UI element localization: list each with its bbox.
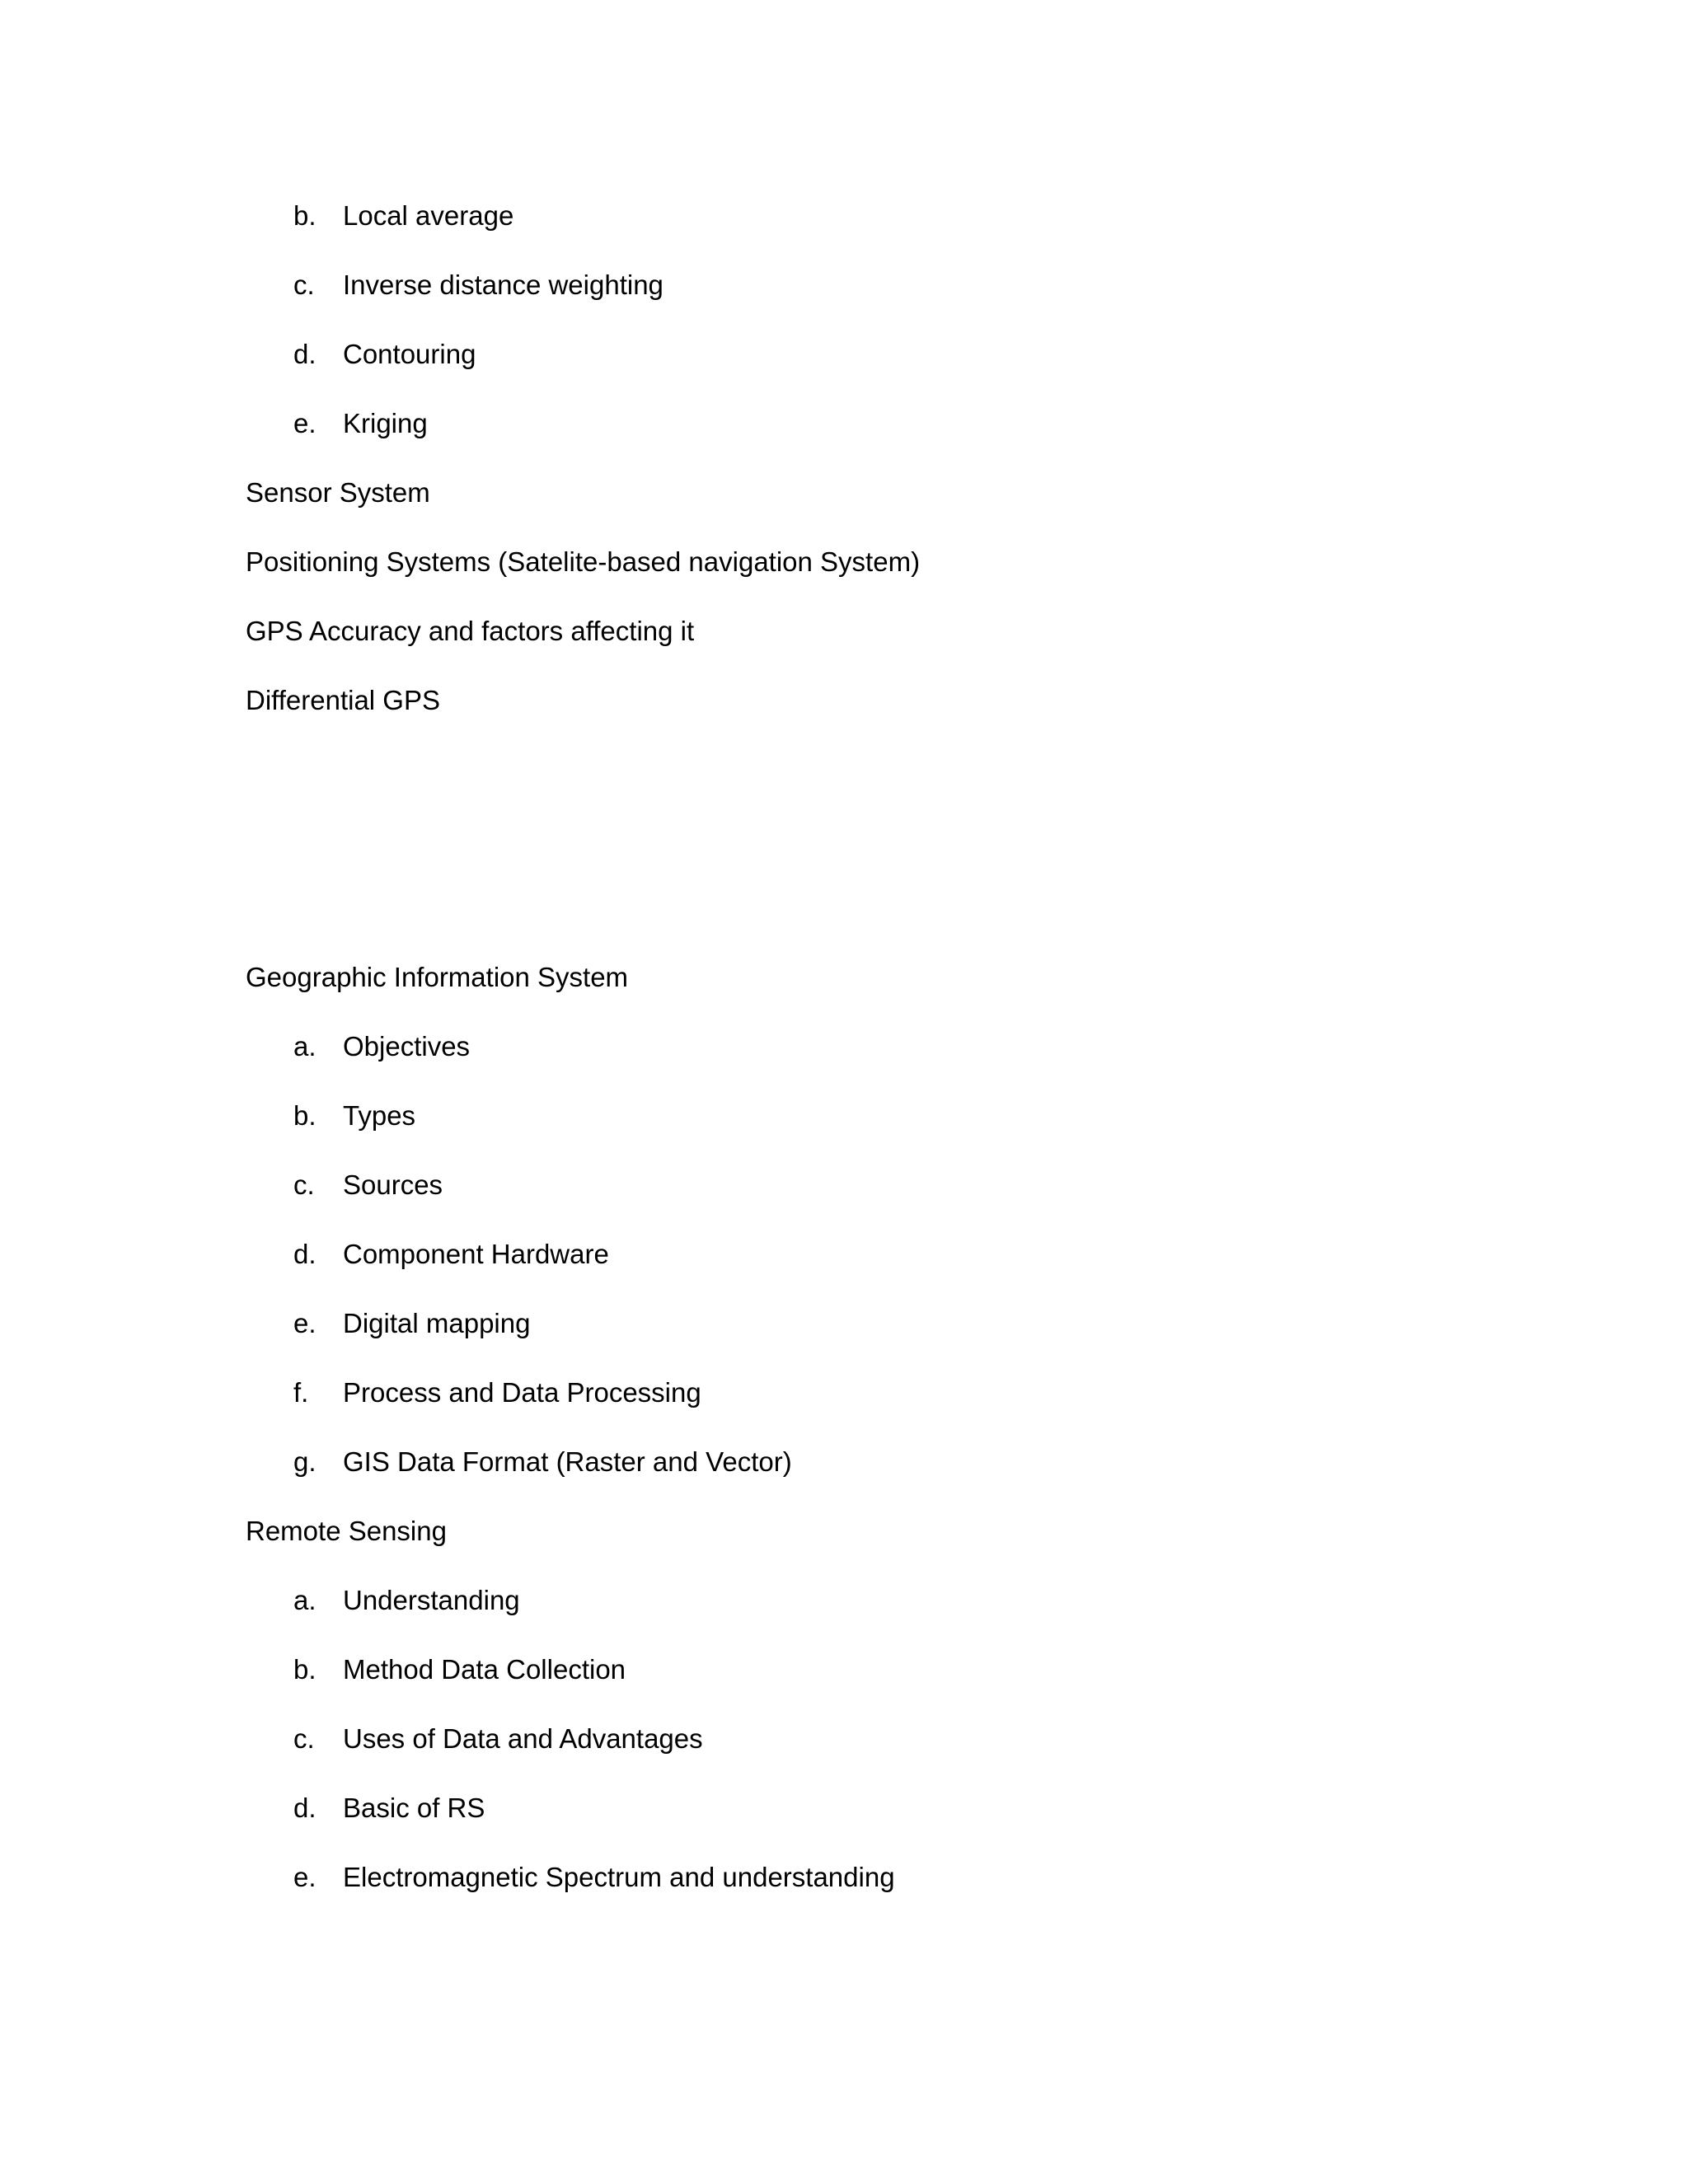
- list-marker: d.: [293, 1793, 316, 1823]
- heading-gps-accuracy: GPS Accuracy and factors affecting it: [246, 616, 695, 646]
- list-item-text: Component Hardware: [343, 1239, 609, 1269]
- heading-gis: Geographic Information System: [246, 962, 629, 992]
- list-item-text: Sources: [343, 1169, 443, 1200]
- list-item: [0, 1861, 1688, 1894]
- list-item: [0, 1169, 1688, 1202]
- heading-differential-gps: Differential GPS: [246, 685, 440, 715]
- list-item: [0, 1376, 1688, 1409]
- list-item: [0, 407, 1688, 440]
- list-item-text: Objectives: [343, 1031, 471, 1062]
- list-item: [0, 1446, 1688, 1479]
- heading-sensor-system: Sensor System: [246, 477, 430, 508]
- list-marker: a.: [293, 1585, 316, 1615]
- list-item-text: Contouring: [343, 339, 476, 369]
- list-marker: d.: [293, 339, 316, 369]
- list-marker: c.: [293, 269, 315, 300]
- list-item: [0, 1030, 1688, 1063]
- list-marker: e.: [293, 1308, 316, 1338]
- list-item: [0, 1099, 1688, 1132]
- list-item: [0, 1722, 1688, 1755]
- list-marker: f.: [293, 1377, 309, 1408]
- list-item-text: Digital mapping: [343, 1308, 531, 1338]
- list-marker: e.: [293, 1862, 316, 1892]
- heading-positioning-systems: Positioning Systems (Satelite-based navigation System): [246, 546, 921, 577]
- list-marker: c.: [293, 1169, 315, 1200]
- list-marker: e.: [293, 408, 316, 438]
- list-item: [0, 1584, 1688, 1617]
- list-marker: b.: [293, 1654, 316, 1685]
- heading-remote-sensing: Remote Sensing: [246, 1516, 447, 1546]
- list-marker: d.: [293, 1239, 316, 1269]
- list-item: [0, 338, 1688, 371]
- list-item: [0, 269, 1688, 302]
- list-item-text: Local average: [343, 200, 514, 231]
- list-item: [0, 1792, 1688, 1825]
- list-marker: a.: [293, 1031, 316, 1062]
- list-marker: g.: [293, 1446, 316, 1477]
- list-item: [0, 199, 1688, 232]
- list-item-text: Understanding: [343, 1585, 520, 1615]
- list-item-text: GIS Data Format (Raster and Vector): [343, 1446, 792, 1477]
- list-item-text: Electromagnetic Spectrum and understanding: [343, 1862, 895, 1892]
- list-item: [0, 1307, 1688, 1340]
- list-marker: c.: [293, 1723, 315, 1754]
- list-marker: b.: [293, 1100, 316, 1131]
- list-item: [0, 1238, 1688, 1271]
- list-item-text: Method Data Collection: [343, 1654, 626, 1685]
- list-item-text: Types: [343, 1100, 416, 1131]
- list-item-text: Uses of Data and Advantages: [343, 1723, 703, 1754]
- list-marker: b.: [293, 200, 316, 231]
- list-item: [0, 1653, 1688, 1686]
- list-item-text: Process and Data Processing: [343, 1377, 701, 1408]
- list-item-text: Kriging: [343, 408, 428, 438]
- list-item-text: Inverse distance weighting: [343, 269, 663, 300]
- list-item-text: Basic of RS: [343, 1793, 485, 1823]
